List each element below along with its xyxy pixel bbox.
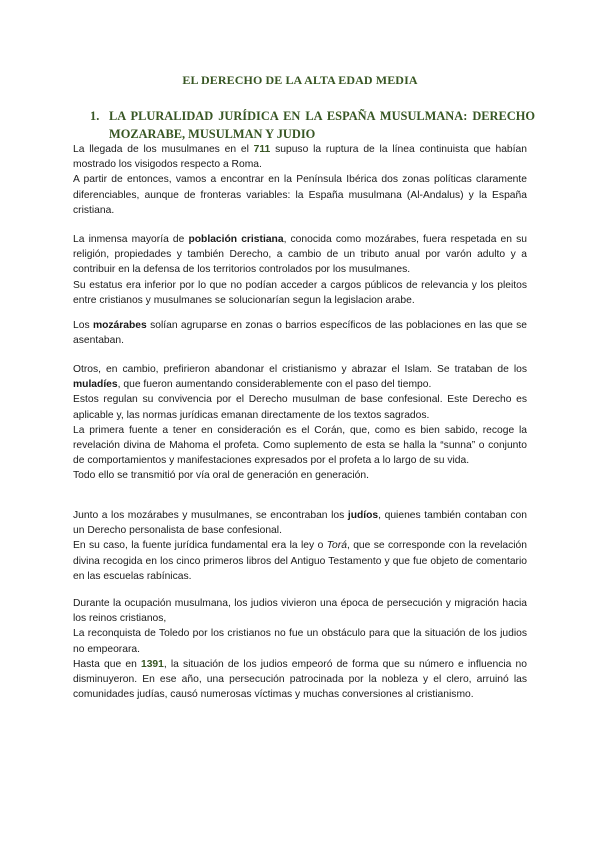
paragraph-1 (73, 142, 527, 218)
paragraph-6 (73, 596, 527, 702)
paragraph-3: Los mozárabes solían agruparse en zonas o barrios específicos de las poblaciones en las que se asentaban. (73, 320, 528, 347)
paragraph-4-line-b: Estos regulan su convivencia por el Derecho musulman de base confesional. Este Derecho es aplicable y, las normas jurídicas emanan directamente de los textos sagrados. (73, 394, 527, 421)
paragraph-2 (73, 232, 527, 308)
year-711: 711 (253, 144, 271, 155)
paragraph-1-line-a: La llegada de los musulmanes en el 711 supuso la ruptura de la línea continuista que habían mostrado los visigodos respecto a Roma. (73, 144, 527, 171)
bold-poblacion-cristiana: población cristiana (188, 234, 284, 245)
paragraph-6-line-b: La reconquista de Toledo por los cristianos no fue un obstáculo para que la situación de los judios no empeorara. (73, 628, 527, 655)
section-number: 1. (90, 109, 100, 123)
paragraph-5-line-b: En su caso, la fuente jurídica fundamental era la ley o Torá, que se corresponde con la revelación divina recogida en los cinco primeros libros del Antiguo Testamento y que fue objeto de comentario en las escuelas rabínicas. (73, 540, 527, 582)
paragraph-1-line-b: A partir de entonces, vamos a encontrar en la Península Ibérica dos zonas políticas claramente diferenciables, aunque de fronteras variables: la España musulmana (Al-Andalus) y la España cristiana. (73, 174, 527, 216)
paragraph-4-line-d: Todo ello se transmitió por vía oral de generación en generación. (73, 470, 369, 482)
paragraph-2-line-b: Su estatus era inferior por lo que no podían acceder a cargos públicos de relevancia y los pleitos entre cristianos y musulmanes se solucionarían segun la legislacion arabe. (73, 279, 527, 306)
bold-muladies: muladíes (73, 379, 118, 391)
year-1391: 1391 (140, 658, 164, 670)
section-heading-text: LA PLURALIDAD JURÍDICA EN LA ESPAÑA MUSULMANA: DERECHO MOZARABE, MUSULMAN Y JUDIO (109, 109, 535, 141)
paragraph-4 (73, 362, 527, 484)
bold-judios: judíos (347, 510, 379, 521)
italic-tora: Torá (326, 540, 347, 552)
paragraph-6-line-c: Hasta que en 1391, la situación de los judios empeoró de forma que su número e influencia no disminuyeron. En ese año, una persecución patrocinada por la nobleza y el clero, arruinó las comunidades judías, causó numerosas víctimas y muchas conversiones al cristianismo. (73, 658, 527, 701)
paragraph-6-line-a: Durante la ocupación musulmana, los judios vivieron una época de persecución y migración hacia los reinos cristianos, (73, 598, 527, 625)
paragraph-4-line-c: La primera fuente a tener en consideración es el Corán, que, como es bien sabido, recoge la revelación divina de Mahoma el profeta. Como suplemento de esta se halla la “sunna” o conjunto de comportamientos y manifestaciones expresados por el profeta a lo largo de su vida. (73, 424, 527, 467)
bold-mozarabes: mozárabes (92, 320, 147, 331)
paragraph-5 (73, 508, 527, 584)
paragraph-5-line-a: Junto a los mozárabes y musulmanes, se encontraban los judíos, quienes también contaban con un Derecho personalista de base confesional. (73, 510, 527, 537)
paragraph-2-line-a: La inmensa mayoría de población cristiana, conocida como mozárabes, fuera respetada en su religión, propiedades y también Derecho, a cambio de un tributo anual por varón adulto y a contribuir en la defensa de los territorios controlados por los musulmanes. (73, 234, 527, 276)
document-title: EL DERECHO DE LA ALTA EDAD MEDIA (182, 73, 418, 87)
section-heading (90, 107, 535, 143)
paragraph-4-line-a: Otros, en cambio, prefirieron abandonar el cristianismo y abrazar el Islam. Se trataban de los muladíes, que fueron aumentando considerablemente con el paso del tiempo. (73, 364, 527, 391)
